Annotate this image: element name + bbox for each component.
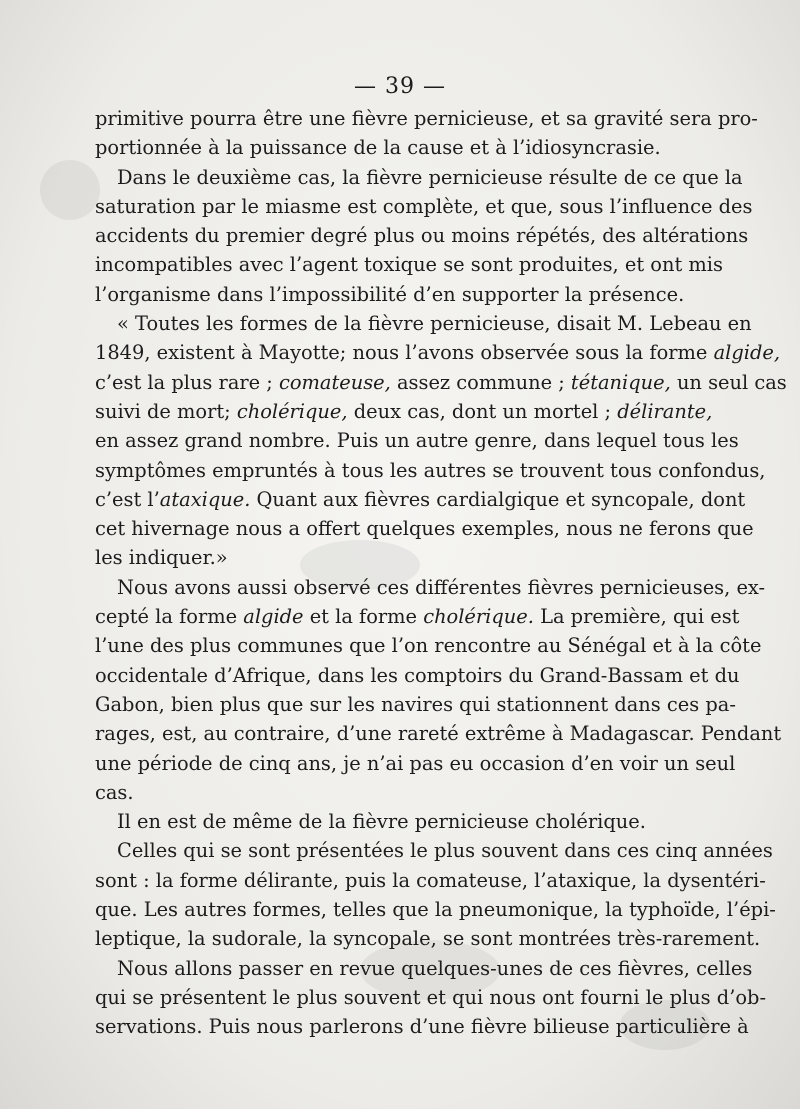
text-segment: Nous avons aussi observé ces différentes fièvres pernicieuses, ex- [117,575,766,599]
text-line [95,309,752,338]
text-segment: cet hivernage nous a offert quelques exemples, nous ne ferons que [95,517,754,541]
paper-stain [40,160,100,220]
text-segment: servations. Puis nous parlerons d’une fièvre bilieuse particulière à [95,1015,749,1039]
text-segment: saturation par le miasme est complète, et que, sous l’influence des [95,194,753,218]
text-line [95,954,753,983]
text-line [95,895,776,924]
italic-term: algide [243,605,304,629]
text-segment: un seul cas [670,370,787,394]
text-segment: assez commune ; [390,370,571,394]
italic-term: tétanique, [570,370,671,394]
text-line [95,807,703,836]
text-segment: sont : la forme délirante, puis la comateuse, l’ataxique, la dysentéri- [95,868,766,892]
text-line [95,690,736,719]
text-line [95,250,723,279]
text-segment: « Toutes les formes de la fièvre pernicieuse, disait M. Lebeau en [117,312,752,336]
text-segment: Gabon, bien plus que sur les navires qui stationnent dans ces pa- [95,692,736,716]
text-line [95,485,746,514]
text-line [95,631,762,660]
text-segment: Celles qui se sont présentées le plus souvent dans ces cinq années [117,839,773,863]
text-segment: les indiquer.» [95,546,228,570]
text-segment: rages, est, au contraire, d’une rareté extrême à Madagascar. Pendant [95,722,782,746]
text-line [95,163,743,192]
text-segment: portionnée à la puissance de la cause et à l’idiosyncrasie. [95,136,661,160]
text-segment: Dans le deuxième cas, la fièvre pernicieuse résulte de ce que la [117,165,743,189]
italic-term: ataxique. [159,487,251,511]
text-line [95,338,780,367]
text-segment: cas. [95,780,134,804]
text-segment: c’est la plus rare ; [95,370,279,394]
italic-term: délirante, [617,399,713,423]
text-line [95,924,761,953]
italic-term: cholérique, [236,399,348,423]
italic-term: cholérique. [423,605,534,629]
text-line [95,1012,749,1041]
text-segment: une période de cinq ans, je n’ai pas eu occasion d’en voir un seul [95,751,736,775]
text-segment: c’est l’ [95,487,160,511]
text-line [95,192,753,221]
text-segment: Nous allons passer en revue quelques-unes de ces fièvres, celles [117,956,753,980]
text-line [95,104,758,133]
text-line [95,280,703,309]
italic-term: comateuse, [278,370,391,394]
text-segment: accidents du premier degré plus ou moins répétés, des altérations [95,224,749,248]
text-line [95,426,739,455]
text-line [95,836,773,865]
text-segment: occidentale d’Afrique, dans les comptoirs du Grand-Bassam et du [95,663,740,687]
text-segment: deux cas, dont un mortel ; [347,399,618,423]
text-line [95,983,767,1012]
page-number: — 39 — [354,74,446,99]
text-segment: l’une des plus communes que l’on rencontre au Sénégal et à la côte [95,634,762,658]
body-text [95,104,787,1042]
text-segment: qui se présentent le plus souvent et qui nous ont fourni le plus d’ob- [95,985,767,1009]
italic-term: algide, [713,341,780,365]
text-segment: l’organisme dans l’impossibilité d’en supporter la présence. [95,282,685,306]
text-segment: Quant aux fièvres cardialgique et syncopale, dont [250,487,746,511]
text-line [95,543,703,572]
text-line [95,133,703,162]
text-line [95,573,766,602]
text-segment: et la forme [303,605,424,629]
text-segment: que. Les autres formes, telles que la pneumonique, la typhoïde, l’épi- [95,898,776,922]
text-segment: La première, qui est [533,605,740,629]
text-segment: incompatibles avec l’agent toxique se sont produites, et ont mis [95,253,723,277]
text-line [95,866,766,895]
text-segment: leptique, la sudorale, la syncopale, se sont montrées très-rarement. [95,927,761,951]
text-line [95,397,713,426]
text-line [95,661,740,690]
text-line [95,749,736,778]
text-line [95,514,754,543]
text-line [95,456,766,485]
text-segment: en assez grand nombre. Puis un autre genre, dans lequel tous les [95,429,739,453]
text-segment: Il en est de même de la fièvre pernicieuse cholérique. [117,810,646,834]
text-line [95,221,749,250]
text-segment: 1849, existent à Mayotte; nous l’avons observée sous la forme [95,341,714,365]
text-segment: suivi de mort; [95,399,237,423]
text-line [95,778,703,807]
text-segment: cepté la forme [95,605,244,629]
text-line [95,602,740,631]
text-line [95,368,787,397]
text-segment: symptômes empruntés à tous les autres se trouvent tous confondus, [95,458,766,482]
text-line [95,719,782,748]
text-segment: primitive pourra être une fièvre pernicieuse, et sa gravité sera pro- [95,107,758,130]
